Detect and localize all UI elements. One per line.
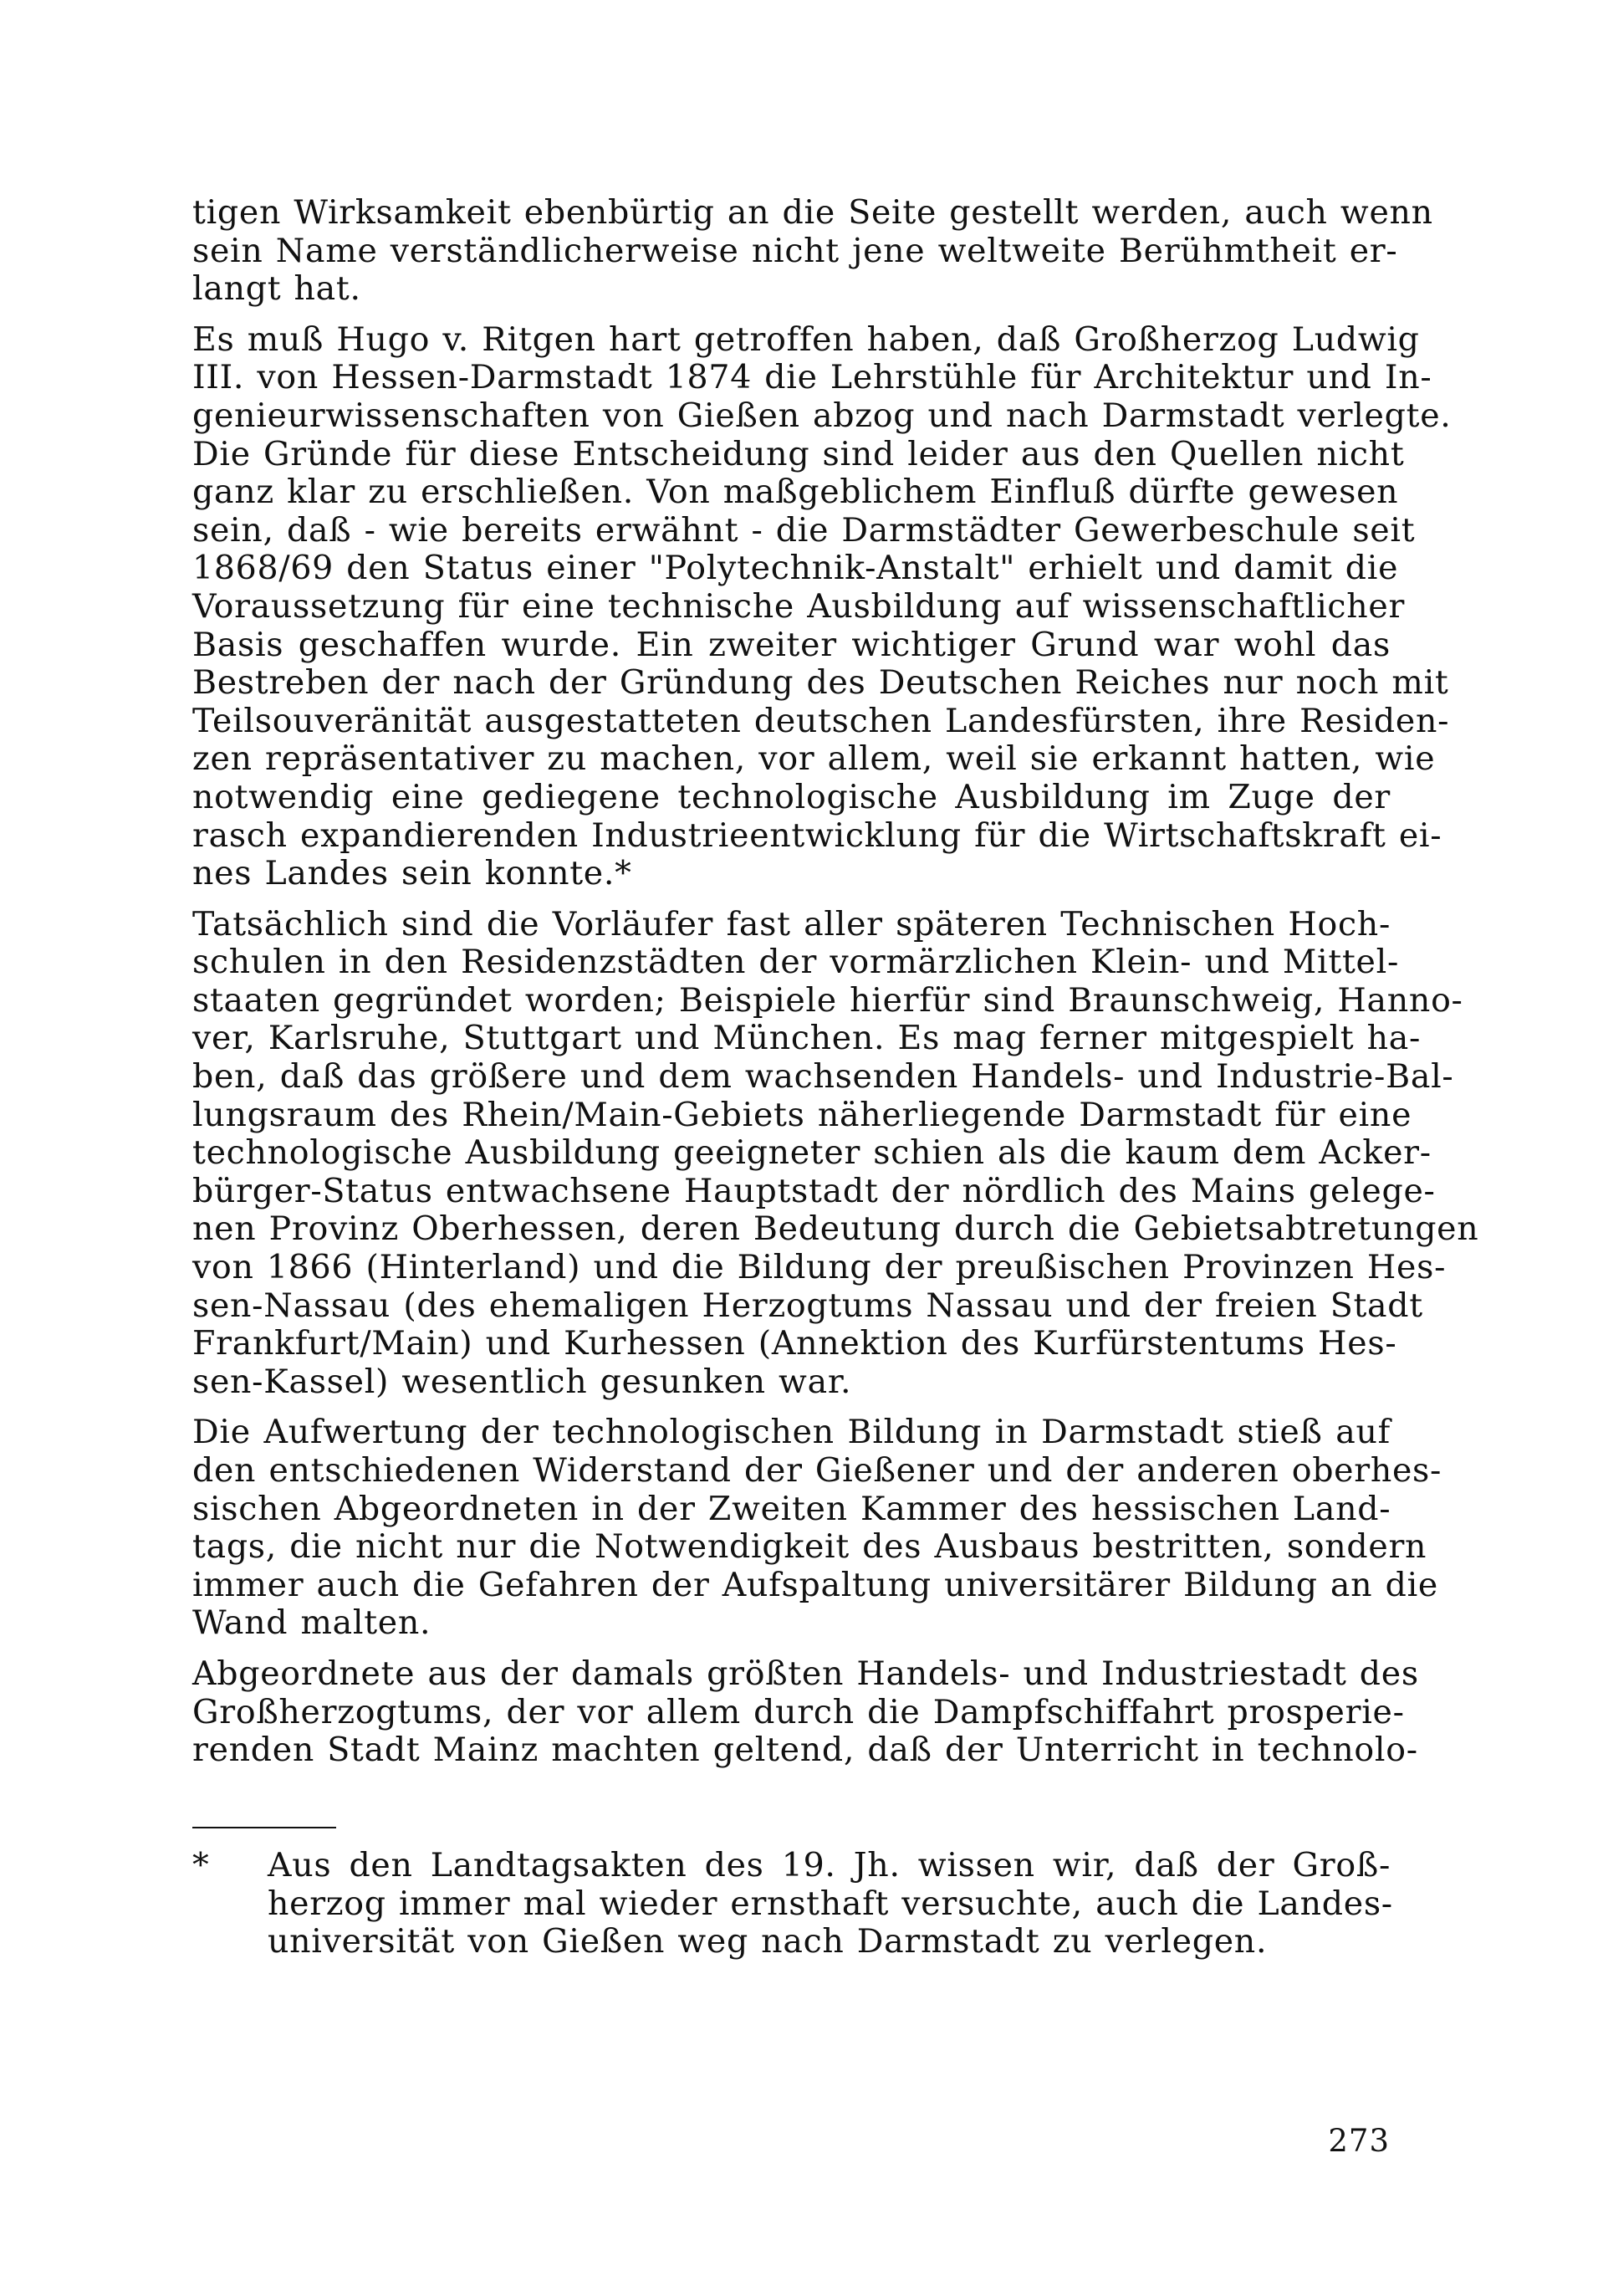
- text-line: lungsraum des Rhein/Main-Gebiets näherliegende Darmstadt für eine: [192, 1095, 1412, 1134]
- text-line: tigen Wirksamkeit ebenbürtig an die Seite gestellt werden, auch wenn: [192, 193, 1433, 232]
- text-line: Frankfurt/Main) und Kurhessen (Annektion des Kurfürstentums Hes-: [192, 1324, 1397, 1363]
- text-line: von 1866 (Hinterland) und die Bildung der preußischen Provinzen Hes-: [192, 1248, 1447, 1287]
- text-line: ver, Karlsruhe, Stuttgart und München. Es mag ferner mitgespielt ha-: [192, 1019, 1422, 1058]
- text-line: schulen in den Residenzstädten der vormärzlichen Klein- und Mittel-: [192, 943, 1399, 982]
- text-line: nen Provinz Oberhessen, deren Bedeutung durch die Gebietsabtretungen: [192, 1209, 1479, 1249]
- text-line: zen repräsentativer zu machen, vor allem, weil sie erkannt hatten, wie: [192, 739, 1436, 779]
- text-line: Wand malten.: [192, 1603, 431, 1643]
- text-line: sein, daß - wie bereits erwähnt - die Darmstädter Gewerbeschule seit: [192, 510, 1416, 550]
- footnote-text: [268, 1847, 1391, 1961]
- text-line: tags, die nicht nur die Notwendigkeit des Ausbaus bestritten, sondern: [192, 1527, 1427, 1567]
- text-line: Großherzogtums, der vor allem durch die Dampfschiffahrt prosperie-: [192, 1692, 1405, 1731]
- text-line: Es muß Hugo v. Ritgen hart getroffen haben, daß Großherzog Ludwig: [192, 320, 1420, 359]
- text-line: nes Landes sein konnte.*: [192, 854, 632, 893]
- text-line: ganz klar zu erschließen. Von maßgeblichem Einfluß dürfte gewesen: [192, 473, 1399, 512]
- text-line: bürger-Status entwachsene Hauptstadt der nördlich des Mains gelege-: [192, 1171, 1436, 1210]
- text-line: sen-Nassau (des ehemaligen Herzogtums Nassau und der freien Stadt: [192, 1286, 1423, 1325]
- text-line: renden Stadt Mainz machten geltend, daß der Unterricht in technolo-: [192, 1731, 1418, 1770]
- text-line: sein Name verständlicherweise nicht jene weltweite Berühmtheit er-: [192, 231, 1398, 270]
- page-number: 273: [1328, 2123, 1390, 2159]
- text-line: 1868/69 den Status einer "Polytechnik-Anstalt" erhielt und damit die: [192, 549, 1399, 588]
- text-line: technologische Ausbildung geeigneter schien als die kaum dem Acker-: [192, 1133, 1432, 1173]
- text-line: notwendig eine gediegene technologische Ausbildung im Zuge der: [192, 777, 1391, 816]
- text-line: den entschiedenen Widerstand der Gießener und der anderen oberhes-: [192, 1451, 1442, 1490]
- text-line: Die Gründe für diese Entscheidung sind leider aus den Quellen nicht: [192, 434, 1405, 473]
- paragraph-1: [192, 193, 1433, 309]
- footnote-divider: [192, 1827, 336, 1828]
- text-line: ben, daß das größere und dem wachsenden Handels- und Industrie-Bal-: [192, 1057, 1454, 1097]
- footnote-line: universität von Gießen weg nach Darmstadt zu verlegen.: [268, 1922, 1268, 1961]
- text-line: staaten gegründet worden; Beispiele hierfür sind Braunschweig, Hanno-: [192, 980, 1463, 1020]
- paragraph-2: [192, 320, 1452, 893]
- text-line: sen-Kassel) wesentlich gesunken war.: [192, 1362, 852, 1401]
- footnote-line: herzog immer mal wieder ernsthaft versuchte, auch die Landes-: [268, 1884, 1393, 1923]
- text-line: Tatsächlich sind die Vorläufer fast aller späteren Technischen Hoch-: [192, 904, 1391, 943]
- text-line: Basis geschaffen wurde. Ein zweiter wichtiger Grund war wohl das: [192, 625, 1391, 664]
- text-line: sischen Abgeordneten in der Zweiten Kammer des hessischen Land-: [192, 1489, 1391, 1528]
- body-text: [192, 193, 1479, 1782]
- text-line: genieurwissenschaften von Gießen abzog und nach Darmstadt verlegte.: [192, 396, 1452, 435]
- text-line: Voraussetzung für eine technische Ausbildung auf wissenschaftlicher: [192, 586, 1406, 626]
- paragraph-4: [192, 1413, 1442, 1643]
- text-line: Die Aufwertung der technologischen Bildung in Darmstadt stieß auf: [192, 1413, 1391, 1452]
- text-line: III. von Hessen-Darmstadt 1874 die Lehrstühle für Architektur und In-: [192, 358, 1432, 397]
- text-line: immer auch die Gefahren der Aufspaltung universitärer Bildung an die: [192, 1565, 1438, 1604]
- footnote-marker: *: [192, 1846, 210, 1884]
- footnote-line: Aus den Landtagsakten des 19. Jh. wissen wir, daß der Groß-: [268, 1846, 1391, 1884]
- text-line: Teilsouveränität ausgestatteten deutschen Landesfürsten, ihre Residen-: [192, 701, 1450, 740]
- paragraph-3: [192, 904, 1479, 1402]
- text-line: langt hat.: [192, 269, 361, 309]
- text-line: Bestreben der nach der Gründung des Deutschen Reiches nur noch mit: [192, 663, 1449, 703]
- text-line: Abgeordnete aus der damals größten Handels- und Industriestadt des: [192, 1654, 1419, 1693]
- text-line: rasch expandierenden Industrieentwicklung für die Wirtschaftskraft ei-: [192, 816, 1442, 855]
- paragraph-5: [192, 1654, 1419, 1770]
